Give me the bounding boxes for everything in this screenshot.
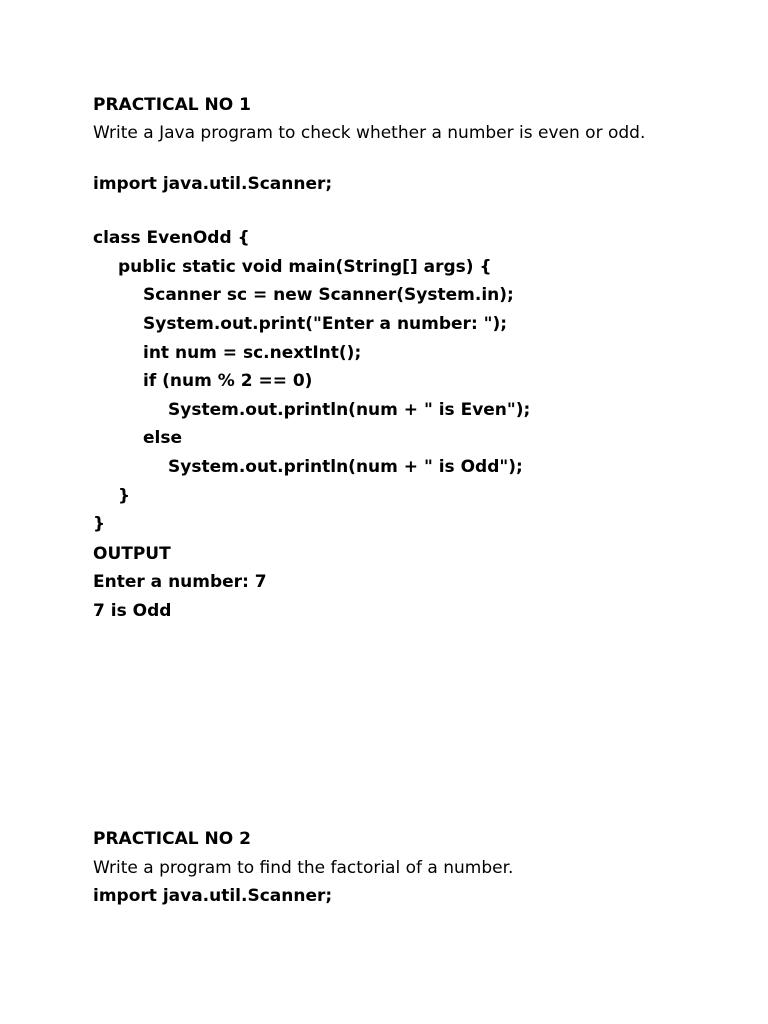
code-line-print-even: System.out.println(num + " is Even");: [168, 400, 531, 420]
code-line-if: if (num % 2 == 0): [143, 371, 313, 391]
output-line: 7 is Odd: [93, 601, 172, 621]
code-line-scanner: Scanner sc = new Scanner(System.in);: [143, 285, 514, 305]
output-line: Enter a number: 7: [93, 572, 267, 592]
code-line-main-close: }: [118, 486, 131, 506]
code-line-class-close: }: [93, 514, 106, 534]
practical-2-heading: PRACTICAL NO 2: [93, 829, 251, 849]
code-line-main-open: public static void main(String[] args) {: [118, 257, 492, 277]
practical-1-heading: PRACTICAL NO 1: [93, 95, 251, 115]
code-line-print-odd: System.out.println(num + " is Odd");: [168, 457, 523, 477]
practical-2-question: Write a program to find the factorial of a number.: [93, 858, 514, 878]
code-line-else: else: [143, 428, 183, 448]
practical-2-code-line-import: import java.util.Scanner;: [93, 886, 333, 906]
output-heading: OUTPUT: [93, 544, 171, 564]
code-line-import: import java.util.Scanner;: [93, 174, 333, 194]
code-line-class-open: class EvenOdd {: [93, 228, 250, 248]
code-line-read-int: int num = sc.nextInt();: [143, 343, 362, 363]
practical-1-question: Write a Java program to check whether a number is even or odd.: [93, 123, 646, 143]
code-line-prompt: System.out.print("Enter a number: ");: [143, 314, 508, 334]
